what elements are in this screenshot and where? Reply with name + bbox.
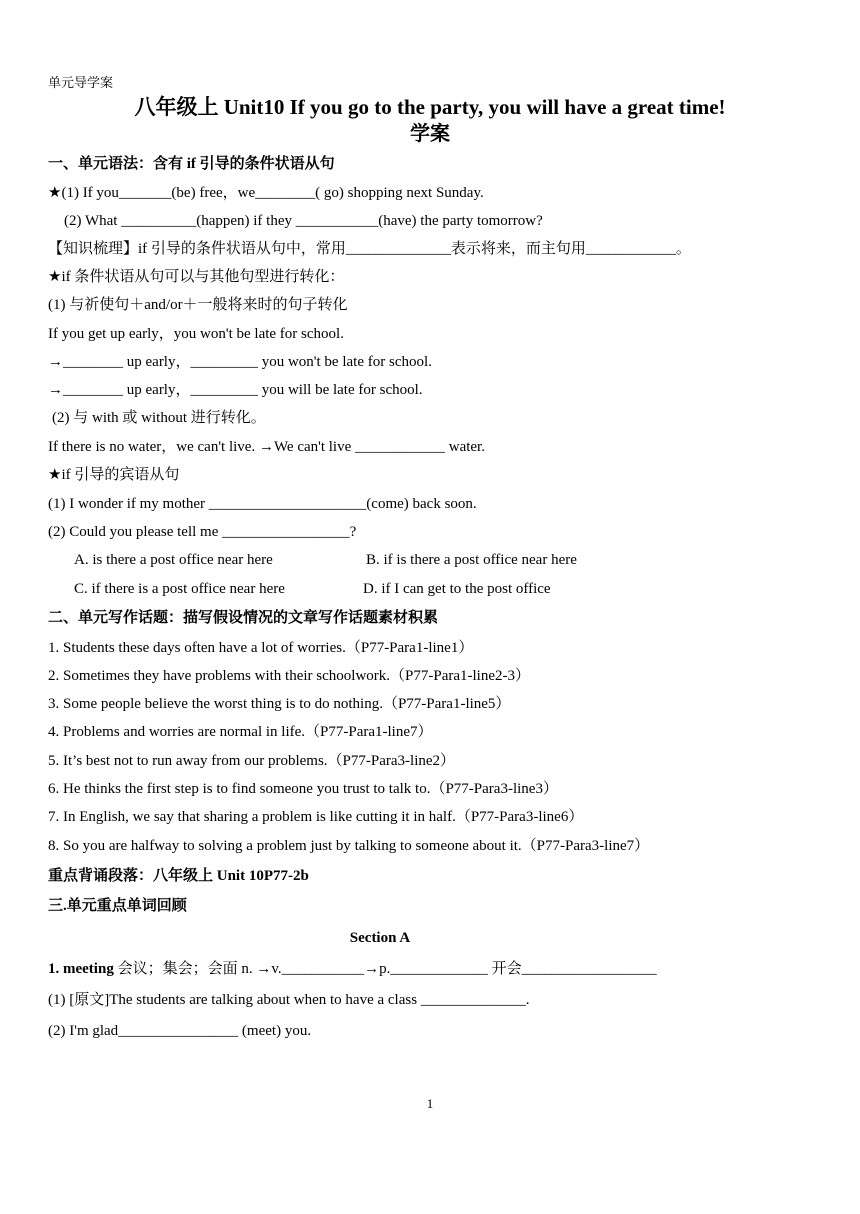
section1-line: (1) 与祈使句＋and/or＋一般将来时的句子转化	[48, 297, 348, 313]
section1-line: ★if 条件状语从句可以与其他句型进行转化：	[48, 269, 345, 285]
document-subtitle: 学案	[410, 123, 450, 145]
section2-heading: 二、单元写作话题：描写假设情况的文章写作话题素材积累	[48, 610, 439, 626]
writing-item: 8. So you are halfway to solving a problem just by talking to someone about it.（P77-Para3-line7）	[48, 838, 650, 854]
writing-item: 4. Problems and worries are normal in life.（P77-Para1-line7）	[48, 724, 433, 740]
word-definition: 会议；集会；会面 n. →v.___________→p._____________ 开会__________________	[113, 961, 657, 977]
page-number: 1	[426, 1096, 434, 1111]
option-a: A. is there a post office near here	[74, 552, 273, 568]
section1-line: ★if 引导的宾语从句	[48, 467, 180, 483]
section1-line: (2) Could you please tell me _________________?	[48, 524, 357, 540]
section1-line: →________ up early，_________ you won't be late for school.	[48, 354, 432, 370]
word-headword: 1. meeting	[48, 961, 114, 977]
section1-line: If there is no water，we can't live. →We can't live ____________ water.	[48, 439, 485, 455]
writing-item: 5. It’s best not to run away from our problems.（P77-Para3-line2）	[48, 753, 456, 769]
option-b: B. if is there a post office near here	[366, 552, 577, 568]
section1-heading: 一、单元语法：含有 if 引导的条件状语从句	[48, 156, 335, 172]
writing-item: 7. In English, we say that sharing a problem is like cutting it in half.（P77-Para3-line6）	[48, 809, 584, 825]
section1-line: (2) What __________(happen) if they ___________(have) the party tomorrow?	[64, 213, 543, 229]
writing-item: 3. Some people believe the worst thing is to do nothing.（P77-Para1-line5）	[48, 696, 511, 712]
section1-line: ★(1) If you_______(be) free，we________( go) shopping next Sunday.	[48, 185, 484, 201]
section1-line: 【知识梳理】if 引导的条件状语从句中，常用______________表示将来，而主句用____________。	[48, 241, 691, 257]
section1-line: (2) 与 with 或 without 进行转化。	[52, 410, 266, 426]
section3-heading: 三.单元重点单词回顾	[48, 898, 187, 914]
writing-item: 2. Sometimes they have problems with their schoolwork.（P77-Para1-line2-3）	[48, 668, 530, 684]
option-c: C. if there is a post office near here	[74, 581, 285, 597]
section1-line: (1) I wonder if my mother _____________________(come) back soon.	[48, 496, 477, 512]
word-example: (2) I'm glad________________ (meet) you.	[48, 1023, 312, 1039]
writing-item: 6. He thinks the first step is to find someone you trust to talk to.（P77-Para3-line3）	[48, 781, 558, 797]
word-entry	[48, 959, 657, 979]
recite-note: 重点背诵段落：八年级上 Unit 10P77-2b	[48, 868, 309, 884]
header-label: 单元导学案	[48, 75, 114, 90]
option-d: D. if I can get to the post office	[363, 581, 551, 597]
document-title: 八年级上 Unit10 If you go to the party, you will have a great time!	[134, 95, 726, 119]
section1-line: If you get up early，you won't be late for school.	[48, 326, 344, 342]
section-a-label: Section A	[349, 930, 411, 946]
word-example: (1) [原文]The students are talking about when to have a class ______________.	[48, 992, 530, 1008]
writing-item: 1. Students these days often have a lot of worries.（P77-Para1-line1）	[48, 640, 474, 656]
section1-line: →________ up early，_________ you will be late for school.	[48, 382, 423, 398]
